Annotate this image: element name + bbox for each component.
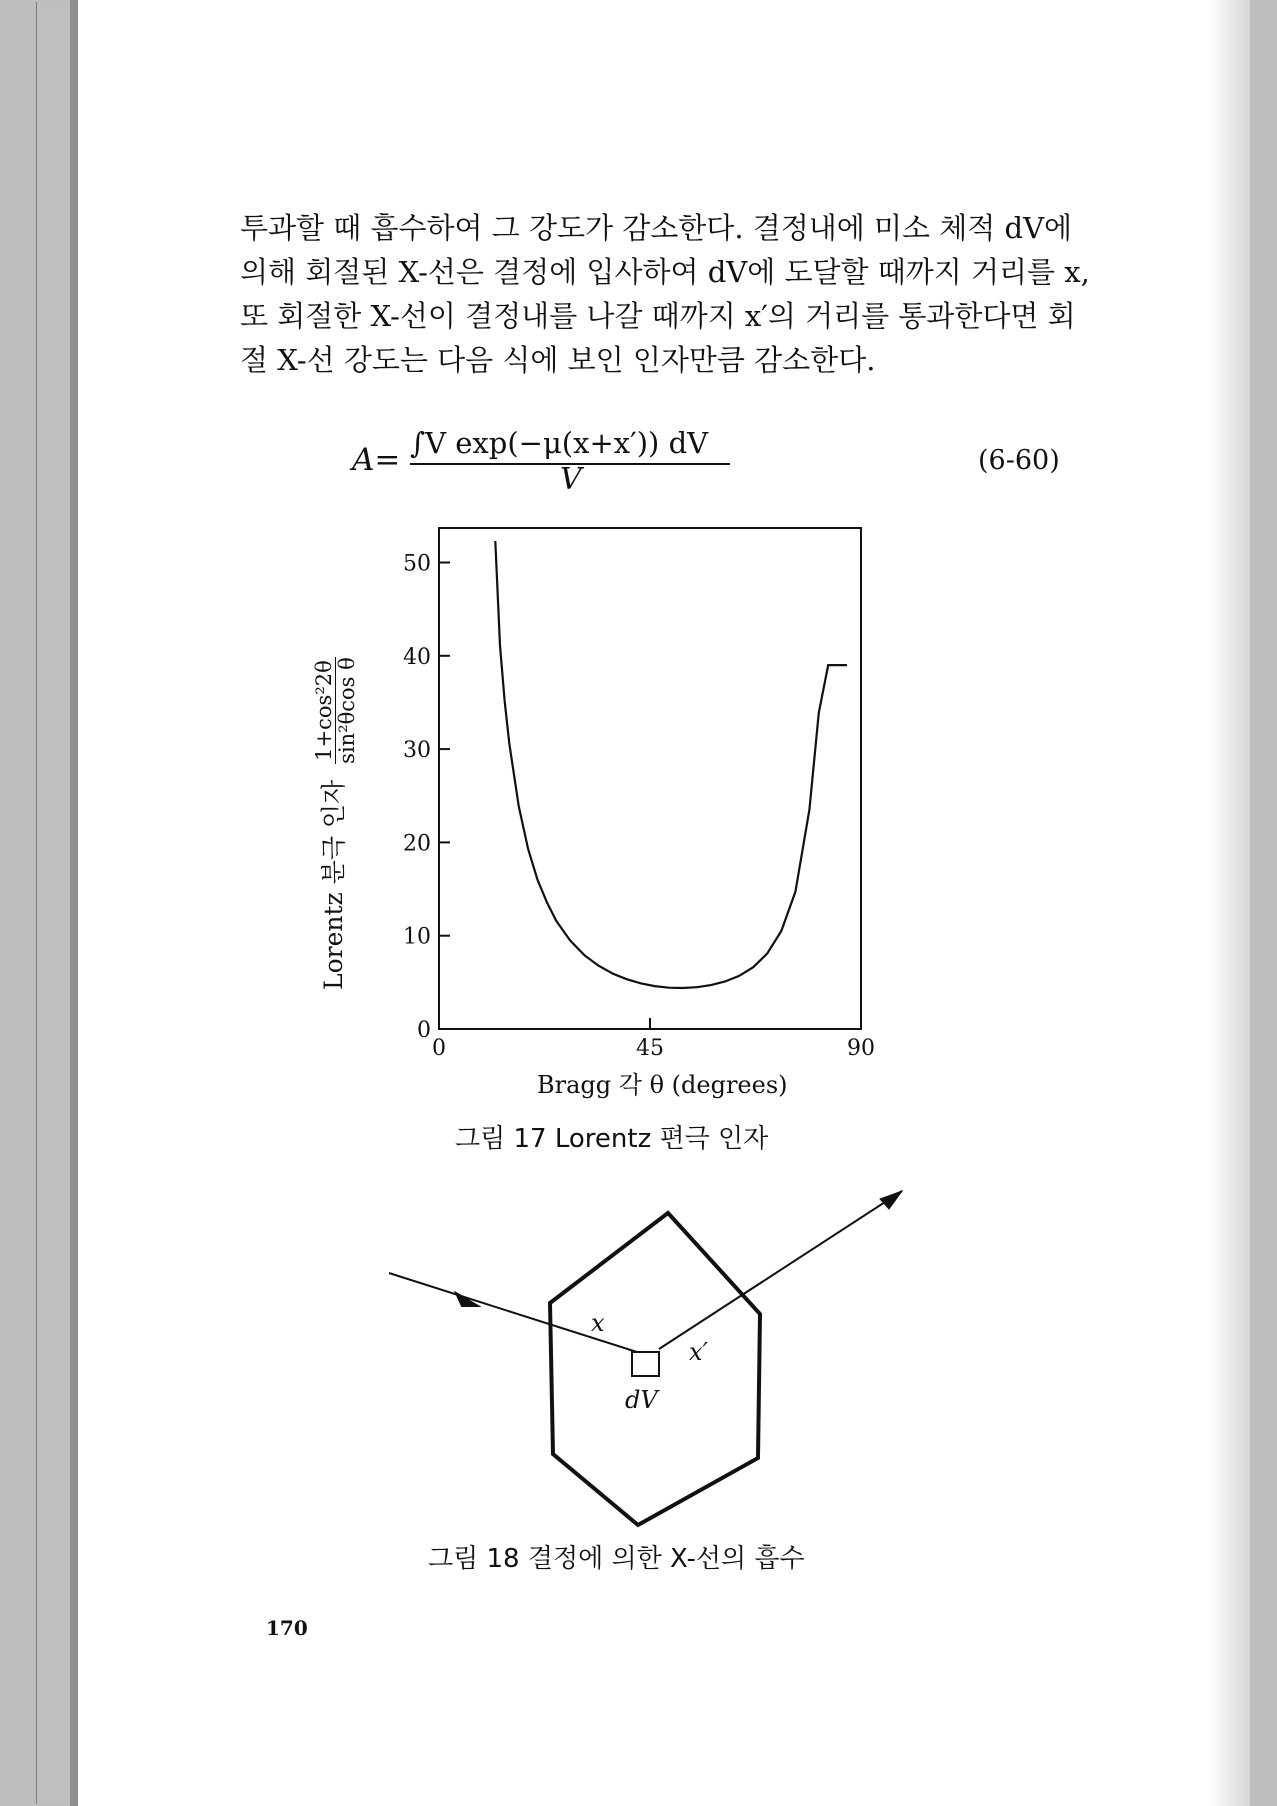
equation-denominator: V	[560, 462, 582, 497]
x-axis-ticks	[432, 1018, 875, 1061]
equation-number: (6-60)	[978, 445, 1060, 476]
y-tick-label: 30	[403, 738, 431, 764]
label-dV: dV	[625, 1386, 658, 1414]
lorentz-curve	[495, 541, 847, 988]
page-number: 170	[266, 1616, 308, 1640]
figure17-caption: 그림 17 Lorentz 편극 인자	[455, 1124, 769, 1154]
y-axis-formula-denominator: sin²θcos θ	[335, 657, 359, 764]
diffracted-arrowhead	[880, 1191, 902, 1209]
x-axis-label: Bragg 각 θ (degrees)	[537, 1071, 788, 1099]
equation-numerator: ∫V exp(−μ(x+x′)) dV	[410, 426, 709, 460]
body-paragraph: 투과할 때 흡수하여 그 강도가 감소한다. 결정내에 미소 체적 dV에 의해 회절된 X-선은 결정에 입사하여 dV에 도달할 때까지 거리를 x, 또 회절한 X-선이 결정내를 나갈 때까지 x′의 거리를 통과한다면 회절 X-선 강도는 다음 식에 보인 인자만큼 감소한다.	[240, 211, 1090, 377]
y-tick-label: 50	[403, 551, 431, 577]
y-axis-ticks	[403, 552, 450, 1044]
y-tick-label: 10	[403, 924, 431, 950]
x-tick-label: 90	[847, 1036, 875, 1061]
y-tick-label: 40	[403, 644, 431, 670]
y-tick-label: 0	[417, 1018, 431, 1043]
equation-lhs: A=	[352, 442, 401, 478]
figure18-caption: 그림 18 결정에 의한 X-선의 흡수	[428, 1544, 805, 1574]
y-tick-label: 20	[403, 831, 431, 857]
y-axis-label	[312, 657, 359, 990]
y-axis-label-text: Lorentz 분극 인자	[319, 779, 348, 990]
label-x: x	[591, 1309, 605, 1337]
volume-element-dV	[632, 1352, 659, 1376]
crystal-diagram	[389, 1191, 902, 1525]
y-axis-formula	[313, 657, 358, 764]
x-tick-label: 0	[432, 1036, 446, 1061]
plot-frame	[439, 528, 861, 1029]
y-axis-formula-numerator: 1+cos²2θ	[313, 657, 336, 764]
label-x-prime: x′	[689, 1338, 708, 1366]
x-tick-label: 45	[636, 1036, 664, 1061]
diffracted-ray	[659, 1191, 902, 1349]
